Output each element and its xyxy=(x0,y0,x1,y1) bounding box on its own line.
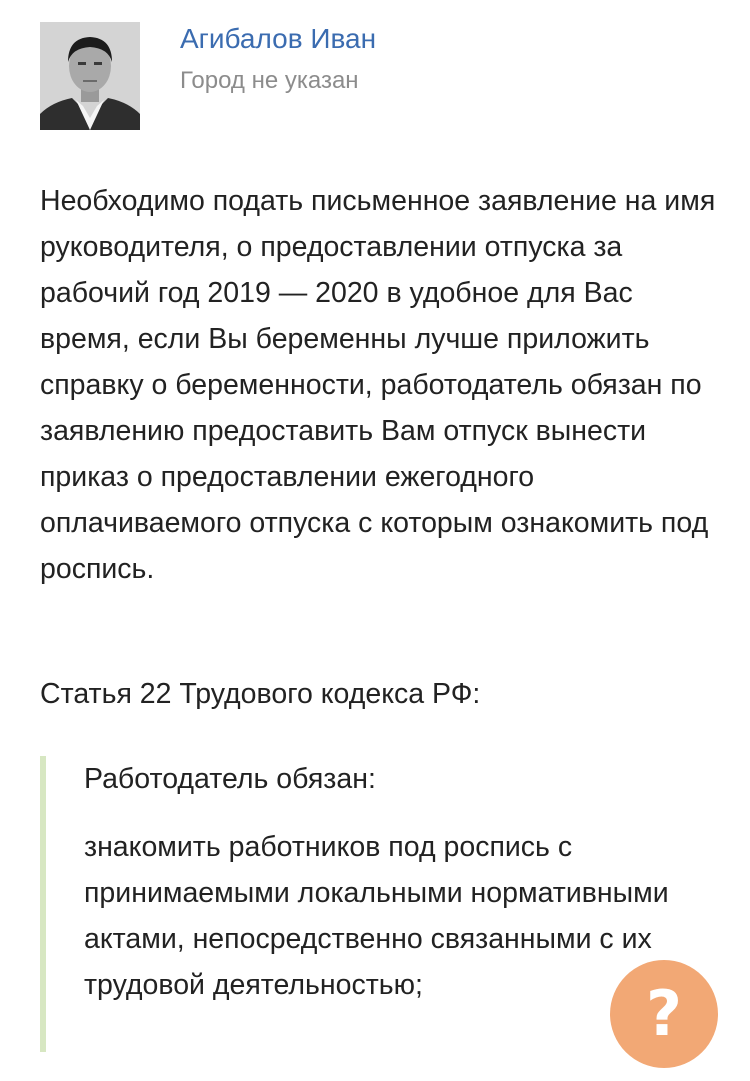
answer-text: Необходимо подать письменное заявление на имя руководителя, о предоставлении отпуска за рабочий год 2019 — 2020 в удобное для Вас время, если Вы беременны лучше приложить справку о беременности, работодатель обязан по заявлению предоставить Вам отпуск вынести приказ о предоставлении ежегодного оплачиваемого отпуска с которым ознакомить под роспись. xyxy=(40,185,716,585)
avatar[interactable] xyxy=(40,22,140,130)
quote-body: знакомить работников под роспись с принимаемыми локальными нормативными актами, непосредственно связанными с их трудовой деятельностью; xyxy=(84,831,669,1001)
help-button[interactable] xyxy=(610,960,718,1068)
author-name-link[interactable]: Агибалов Иван xyxy=(180,23,377,54)
question-icon: ? xyxy=(646,977,682,1050)
author-block xyxy=(40,22,710,132)
quote-title: Работодатель обязан: xyxy=(84,763,376,795)
author-city: Город не указан xyxy=(180,67,359,94)
user-photo-icon xyxy=(40,22,140,130)
article-reference: Статья 22 Трудового кодекса РФ: xyxy=(40,678,481,710)
